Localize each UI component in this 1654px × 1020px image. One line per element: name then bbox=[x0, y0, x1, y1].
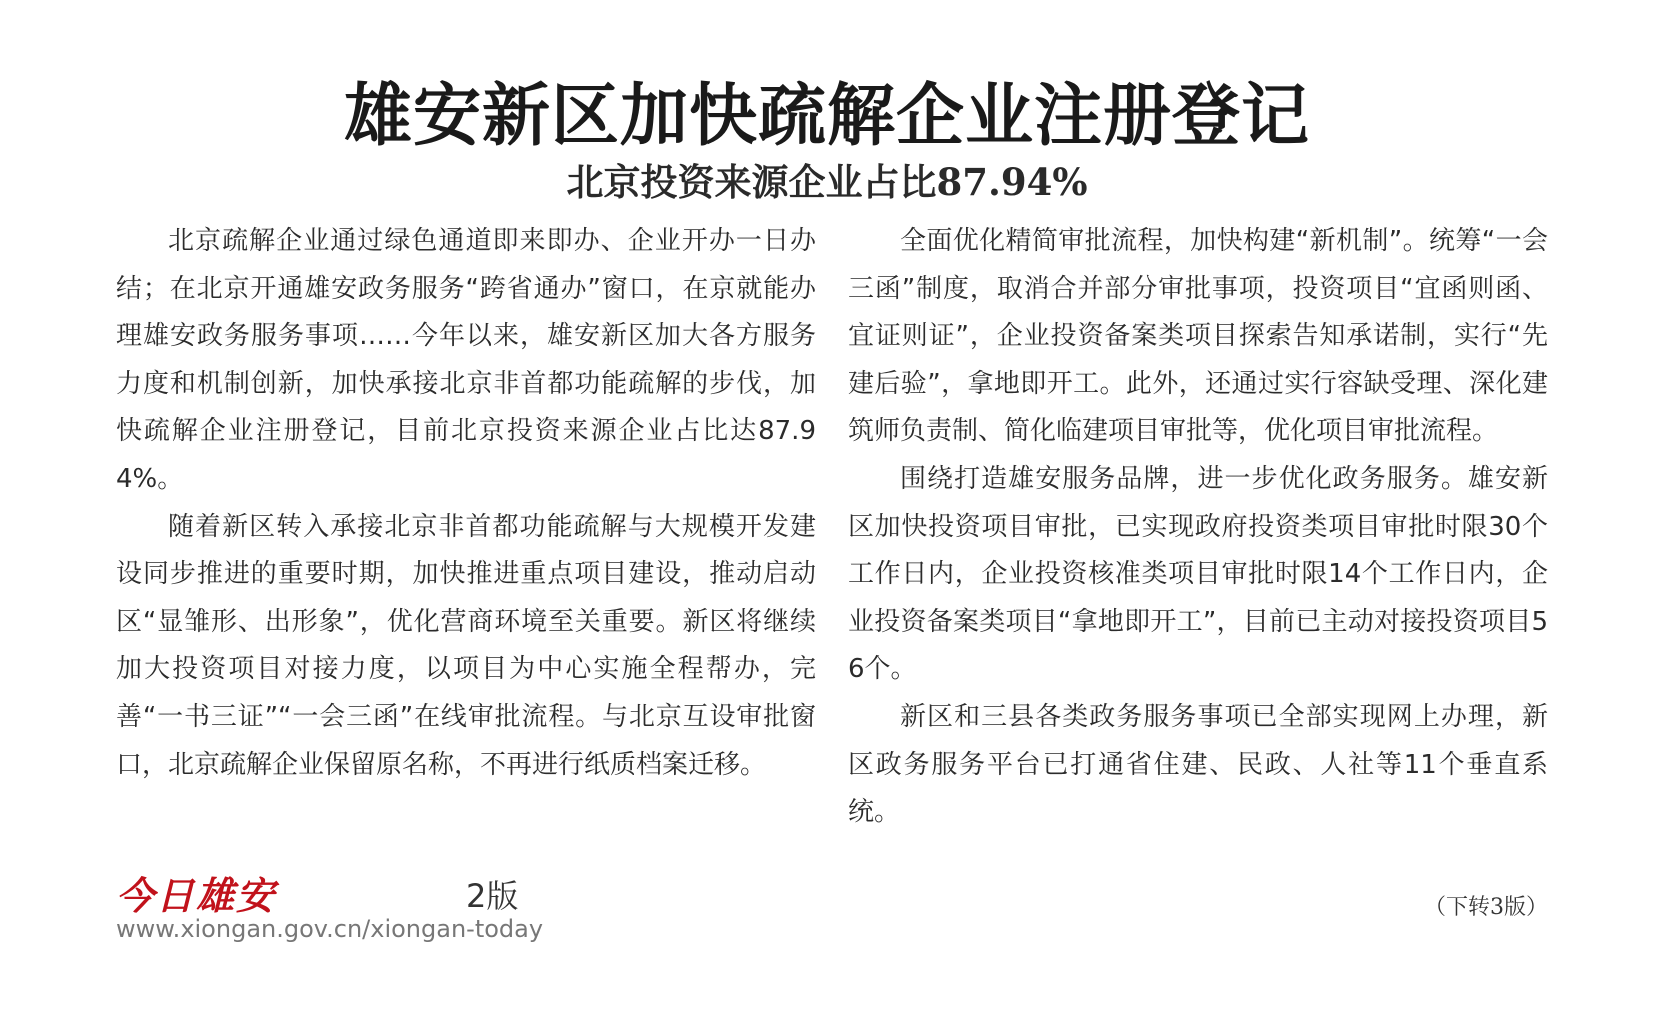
publication-url: www.xiongan.gov.cn/xiongan-today bbox=[116, 915, 544, 943]
article-paragraph: 北京疏解企业通过绿色通道即来即办、企业开办一日办结；在北京开通雄安政务服务“跨省通办”窗口，在京就能办理雄安政务服务事项……今年以来，雄安新区加大各方服务力度和机制创新，加快承接北京非首都功能疏解的步伐，加快疏解企业注册登记，目前北京投资来源企业占比达87.94%。 bbox=[116, 226, 816, 494]
publication-logo: 今日雄安 bbox=[116, 873, 277, 918]
article-column-left bbox=[116, 218, 816, 789]
continued-on-page-note: （下转3版） bbox=[1424, 895, 1548, 920]
article-paragraph: 围绕打造雄安服务品牌，进一步优化政务服务。雄安新区加快投资项目审批，已实现政府投资类项目审批时限30个工作日内，企业投资核准类项目审批时限14个工作日内，企业投资备案类项目“拿地即开工”，目前已主动对接投资项目56个。 bbox=[848, 463, 1548, 685]
article-paragraph: 随着新区转入承接北京非首都功能疏解与大规模开发建设同步推进的重要时期，加快推进重点项目建设，推动启动区“显雏形、出形象”，优化营商环境至关重要。新区将继续加大投资项目对接力度，以项目为中心实施全程帮办，完善“一书三证”“一会三函”在线审批流程。与北京互设审批窗口，北京疏解企业保留原名称，不再进行纸质档案迁移。 bbox=[116, 511, 816, 780]
page-number: 2版 bbox=[466, 877, 519, 915]
subheadline: 北京投资来源企业占比87.94% bbox=[566, 159, 1088, 204]
article-paragraph: 全面优化精简审批流程，加快构建“新机制”。统筹“一会三函”制度，取消合并部分审批事项，投资项目“宜函则函、宜证则证”，企业投资备案类项目探索告知承诺制，实行“先建后验”，拿地即开工。此外，还通过实行容缺受理、深化建筑师负责制、简化临建项目审批等，优化项目审批流程。 bbox=[848, 226, 1548, 447]
article-column-right bbox=[848, 218, 1548, 837]
headline: 雄安新区加快疏解企业注册登记 bbox=[343, 75, 1310, 156]
article-paragraph: 新区和三县各类政务服务事项已全部实现网上办理，新区政务服务平台已打通省住建、民政、人社等11个垂直系统。 bbox=[848, 701, 1548, 828]
